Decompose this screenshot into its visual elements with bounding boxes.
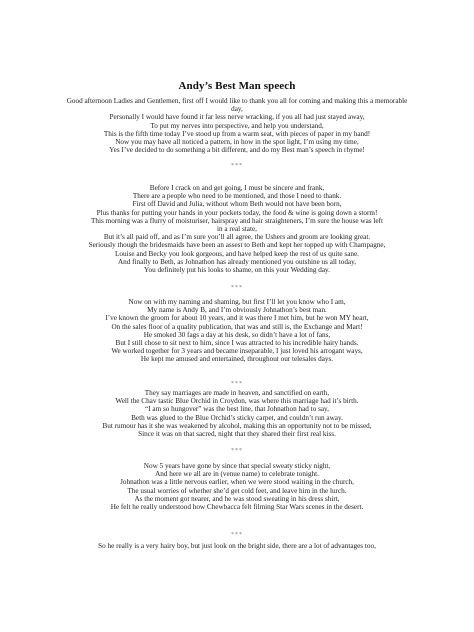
text-line: “I am so hungover” was the best line, that Johnathon had to say, [145,405,329,414]
paragraph-closing [40,542,434,550]
text-line: He felt he really understood how Chewbacca felt filming Star Wars scenes in the desert. [110,503,364,512]
text-line: My name is Andy B, and I’m obviously Johnathon’s best man. [147,306,327,315]
text-line: Beth was glued to the Blue Orchid’s sticky carpet, and couldn’t run away. [131,413,343,422]
text-line: He kept me amused and entertained, throughout our telesales days. [140,355,334,364]
text-line: Louise and Becky you look gorgeous, and have helped keep the rest of us quite sane. [115,249,359,258]
text-line: First off David and Julia, without whom Beth would not have been born, [132,200,342,209]
text-line: Good afternoon Ladies and Gentlemen, first off I would like to thank you all for coming and making this a memorable [66,97,408,105]
paragraph-thanks [40,184,434,274]
section-separator: *** [231,163,243,169]
text-line: They say marriages are made in heaven, and sanctified on earth, [144,389,330,397]
text-line: So he really is a very hairy boy, but just look on the bright side, there are a lot of advantages too, [98,542,376,550]
paragraph-wedding-day [40,462,434,511]
section-separator: *** [231,532,243,538]
text-line: I’ve known the groom for about 10 years, and it was there I met him, but he won MY heart, [105,314,369,323]
text-line: Now on with my naming and shaming, but first I’ll let you know who I am, [128,298,346,306]
text-line: Personally I would have found it far less nerve wracking, if you all had just stayed away, [109,113,365,122]
text-line: And here we all are in (venue name) to celebrate tonight. [155,470,319,479]
text-line: But it’s all paid off, and as I’m sure you’ll all agree, the Ushers and groom are looking great. [103,233,371,242]
text-line: Well the Chav tastic Blue Orchid in Croydon, was where this marriage had it’s birth. [115,397,359,406]
text-line: in a real state, [217,225,257,234]
text-line: As the moment got nearer, and he was stood sweating in his dress shirt, [134,494,340,503]
text-line: Seriously though the bridesmaids have been an assest to Beth and kept her topped up with Champagne, [88,241,386,250]
text-line: Since it was on that sacred, night that they shared their first real kiss. [138,430,336,439]
paragraph-introduction [40,298,434,364]
text-line: day, [231,105,243,114]
text-line: This morning was a flurry of moisturiser, hairspray and hair straighteners, I’m sure the house was left [91,216,383,225]
text-line: There are a people who need to be mentioned, and those I need to thank. [132,192,342,201]
text-line: But I still chose to sit next to him, since I was attracted to his incredible hairy hands. [115,339,359,348]
text-line: Now you may have all noticed a pattern, in how in the spot light, I’m using my time, [115,138,359,147]
text-line: Plus thanks for putting your hands in your pockets today, the food & wine is going down a storm! [96,208,378,217]
document-title: Andy’s Best Man speech [178,80,296,92]
text-line: This is the fifth time today I’ve stood up from a warm seat, with pieces of paper in my hand! [103,129,371,138]
section-separator: *** [231,381,243,387]
text-line: Now 5 years have gone by since that special sweaty sticky night, [143,462,331,470]
text-line: Before I crack on and get going, I must be sincere and frank, [149,184,325,192]
text-line: To put my nerves into perspective, and help you understand, [150,121,324,130]
text-line: You definitely put his looks to shame, on this your Wedding day. [144,266,330,275]
text-line: And finally to Beth, as Johnathon has already mentioned you outshine us all today, [117,257,357,266]
paragraph-opening [40,97,434,154]
paragraph-how-they-met [40,389,434,438]
text-line: He smoked 30 fags a day at his desk, so didn’t have a lot of fans, [143,330,331,339]
text-line: On the sales floor of a quality publication, that was and still is, the Exchange and Mart! [111,322,363,331]
section-separator: *** [231,448,243,454]
text-line: But rumour has it she was weakened by alcohol, making this an opportunity not to be missed, [102,421,372,430]
text-line: We worked together for 3 years and became inseparable, I just loved his arrogant ways, [111,347,363,356]
text-line: The usual worries of whether she’d get cold feet, and leave him in the lurch. [127,486,347,495]
text-line: Johnathon was a little nervous earlier, when we were stood waiting in the church, [120,478,354,487]
text-line: Yes I’ve decided to do something a bit different, and do my Best man’s speech in rhyme! [109,146,365,155]
section-separator: *** [231,285,243,291]
